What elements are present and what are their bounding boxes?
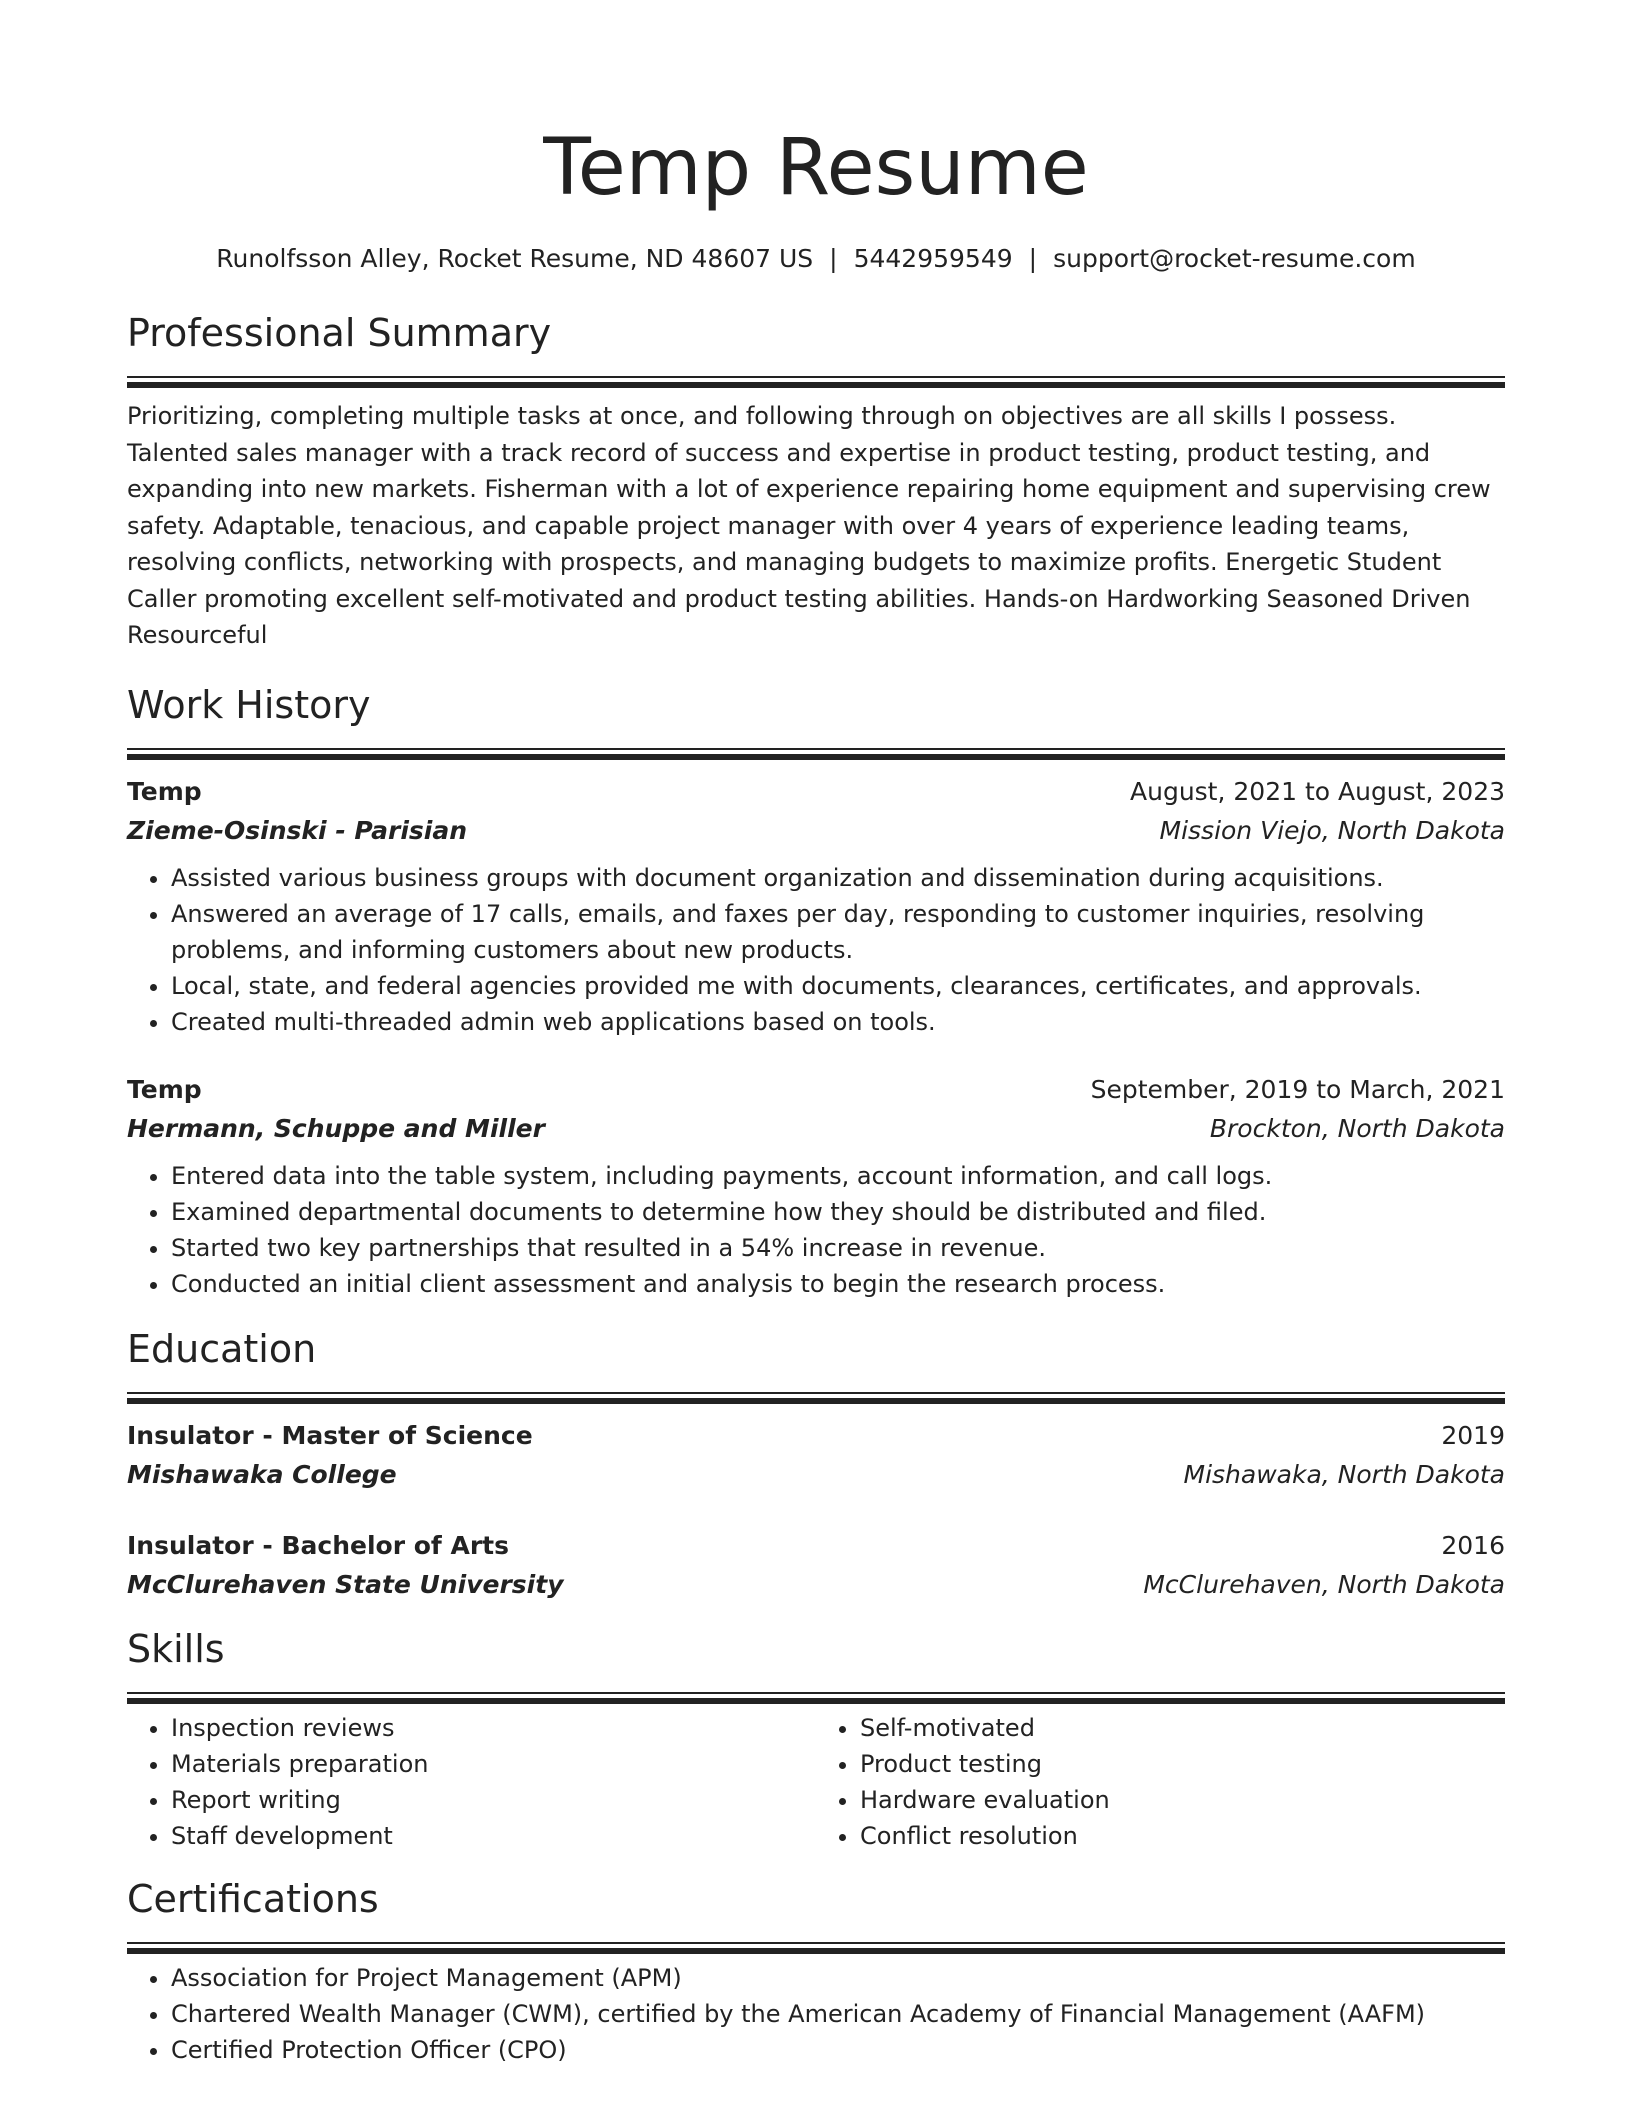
skills-columns — [127, 1710, 1505, 1854]
job-role: Temp — [127, 1074, 202, 1104]
section-divider — [127, 748, 1505, 754]
section-divider — [127, 1942, 1505, 1948]
list-item: • Product testing — [860, 1746, 1505, 1782]
education-year: 2019 — [1441, 1420, 1505, 1450]
list-item: • Chartered Wealth Manager (CWM), certified by the American Academy of Financial Management (AAFM) — [171, 1996, 1505, 2032]
skills-list-left — [127, 1710, 816, 1854]
section-title-summary: Professional Summary — [127, 311, 552, 355]
education-location: Mishawaka, North Dakota — [1183, 1459, 1505, 1489]
list-item: • Association for Project Management (APM) — [171, 1960, 1505, 1996]
contact-address: Runolfsson Alley, Rocket Resume, ND 48607 US — [216, 244, 814, 273]
section-title-certifications: Certifications — [127, 1876, 379, 1921]
list-item: • Answered an average of 17 calls, emails, and faxes per day, responding to customer inquiries, resolving problems, and informing customers about new products. — [171, 896, 1505, 968]
list-item: • Self-motivated — [860, 1710, 1505, 1746]
section-title-work: Work History — [127, 682, 371, 727]
skills-section — [127, 1624, 1505, 1854]
list-item: • Examined departmental documents to determine how they should be distributed and filed. — [171, 1194, 1505, 1230]
contact-separator: | — [1028, 244, 1038, 273]
education-header-row — [127, 1526, 1505, 1565]
job-company-row — [127, 1109, 1505, 1148]
list-item: • Hardware evaluation — [860, 1782, 1505, 1818]
job-entry — [127, 1070, 1505, 1302]
job-company-row — [127, 811, 1505, 850]
section-divider — [127, 1692, 1505, 1698]
certifications-section — [127, 1874, 1505, 2068]
job-location: Brockton, North Dakota — [1209, 1113, 1505, 1143]
job-entry — [127, 772, 1505, 1040]
contact-separator: | — [829, 244, 838, 273]
education-year: 2016 — [1441, 1530, 1505, 1560]
education-school: McClurehaven State University — [127, 1569, 564, 1599]
list-item: • Certified Protection Officer (CPO) — [171, 2032, 1505, 2068]
contact-email: support@rocket-resume.com — [1053, 244, 1416, 273]
education-school-row — [127, 1455, 1505, 1494]
list-item: • Materials preparation — [171, 1746, 816, 1782]
job-header-row — [127, 1070, 1505, 1109]
education-school-row — [127, 1565, 1505, 1604]
list-item: • Assisted various business groups with document organization and dissemination during acquisitions. — [171, 860, 1505, 896]
section-divider — [127, 376, 1505, 382]
contact-line — [127, 242, 1505, 276]
education-entry — [127, 1416, 1505, 1494]
education-entry — [127, 1526, 1505, 1604]
education-degree: Insulator - Bachelor of Arts — [127, 1530, 509, 1560]
section-title-skills: Skills — [127, 1626, 225, 1671]
skills-list-right — [816, 1710, 1505, 1854]
job-company: Hermann, Schuppe and Miller — [127, 1113, 545, 1143]
job-dates: September, 2019 to March, 2021 — [1090, 1074, 1505, 1104]
section-divider — [127, 1392, 1505, 1398]
certifications-list — [127, 1960, 1505, 2068]
job-dates: August, 2021 to August, 2023 — [1130, 776, 1505, 806]
section-title-education: Education — [127, 1326, 317, 1371]
job-header-row — [127, 772, 1505, 811]
list-item: • Started two key partnerships that resulted in a 54% increase in revenue. — [171, 1230, 1505, 1266]
list-item: • Entered data into the table system, including payments, account information, and call logs. — [171, 1158, 1505, 1194]
contact-phone: 5442959549 — [853, 244, 1013, 273]
job-location: Mission Viejo, North Dakota — [1159, 815, 1505, 845]
education-header-row — [127, 1416, 1505, 1455]
list-item: • Staff development — [171, 1818, 816, 1854]
list-item: • Local, state, and federal agencies provided me with documents, clearances, certificates, and approvals. — [171, 968, 1505, 1004]
education-section — [127, 1324, 1505, 1604]
education-school: Mishawaka College — [127, 1459, 397, 1489]
list-item: • Conflict resolution — [860, 1818, 1505, 1854]
education-degree: Insulator - Master of Science — [127, 1420, 533, 1450]
list-item: • Created multi-threaded admin web applications based on tools. — [171, 1004, 1505, 1040]
job-bullets — [127, 1158, 1505, 1302]
summary-section — [127, 308, 1505, 654]
list-item: • Report writing — [171, 1782, 816, 1818]
education-location: McClurehaven, North Dakota — [1143, 1569, 1505, 1599]
job-company: Zieme-Osinski - Parisian — [127, 815, 468, 845]
work-section — [127, 680, 1505, 1302]
job-bullets — [127, 860, 1505, 1040]
summary-text: Prioritizing, completing multiple tasks at once, and following through on objectives are all skills I possess. Talented sales manager with a track record of success and expertise in product testing, product testing, and expanding into new markets. Fisherman with a lot of experience repairing home equipment and supervising crew safety. Adaptable, tenacious, and capable project manager with over 4 years of experience leading teams, resolving conflicts, networking with prospects, and managing budgets to maximize profits. Energetic Student Caller promoting excellent self-motivated and product testing abilities. Hands-on Hardworking Seasoned Driven Resourceful — [127, 402, 1491, 649]
list-item: • Inspection reviews — [171, 1710, 816, 1746]
resume-name: Temp Resume — [543, 123, 1089, 213]
list-item: • Conducted an initial client assessment and analysis to begin the research process. — [171, 1266, 1505, 1302]
job-role: Temp — [127, 776, 202, 806]
